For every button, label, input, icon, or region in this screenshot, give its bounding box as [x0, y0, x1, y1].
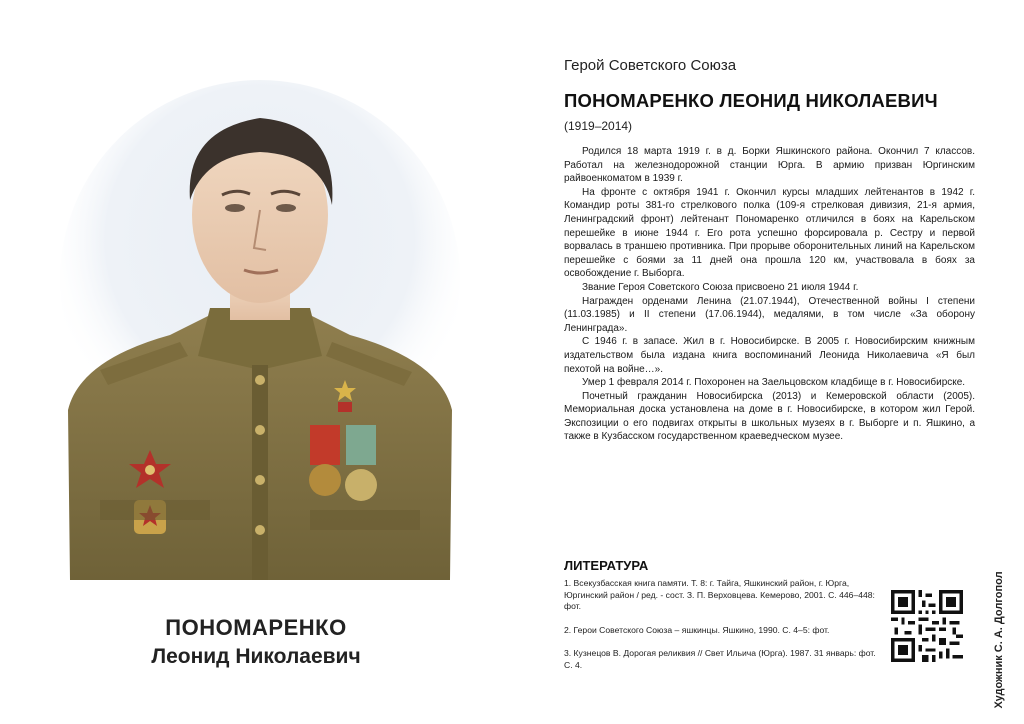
bio-paragraph: Родился 18 марта 1919 г. в д. Борки Яшкинского района. Окончил 7 классов. Работал на железнодорожной станции Юрга. В армию призван Юргинским райвоенкоматом в 1939 г. — [564, 146, 975, 185]
bio-paragraph: Звание Героя Советского Союза присвоено 21 июля 1944 г. — [582, 281, 859, 293]
artist-credit-text: Художник С. А. Долгопол — [993, 571, 1005, 709]
qr-code-icon[interactable] — [891, 590, 963, 662]
literature-list — [564, 578, 884, 683]
caption-surname: ПОНОМАРЕНКО — [165, 615, 347, 640]
right-page — [512, 0, 1024, 724]
literature-item: 3. Кузнецов В. Дорогая реликвия // Свет Ильича (Юрга). 1987. 31 январь: фот. С. 4. — [564, 648, 876, 670]
page-title: ПОНОМАРЕНКО ЛЕОНИД НИКОЛАЕВИЧ — [564, 90, 938, 111]
soldier-portrait-icon — [60, 80, 460, 580]
literature-heading: ЛИТЕРАТУРА — [564, 558, 649, 573]
biography — [564, 145, 975, 444]
literature-item: 1. Всекузбасская книга памяти. Т. 8: г. Тайга, Яшкинский район, г. Юрга, Юргинский район / ред. - сост. З. П. Верховцева. Кемерово, 2001. С. 446–448: фот. — [564, 578, 875, 611]
caption-given-names: Леонид Николаевич — [151, 645, 361, 668]
bio-paragraph: На фронте с октября 1941 г. Окончил курсы младших лейтенантов в 1942 г. Командир роты 381-го стрелкового полка (109-я стрелковая дивизия, 21-я армия, Ленинградский фронт) лейтенант Пономаренко отличился в боях на Карельском перешейке в июне 1944 г. Его рота успешно форсировала р. Сестру и первой ворвалась в траншею противника. При прорыве оборонительных линий на Карельском перешейке с боями за 11 дней она прошла 120 км, участвовала в боях за освобождение г. Выборга. — [564, 186, 975, 280]
bio-paragraph: С 1946 г. в запасе. Жил в г. Новосибирске. В 2005 г. Новосибирским книжным издательством была издана книга воспоминаний Леонида Николаевича «Я был пехотой на войне…». — [564, 336, 975, 375]
life-years: (1919–2014) — [564, 119, 633, 133]
literature-item: 2. Герои Советского Союза – яшкинцы. Яшкино, 1990. С. 4–5: фот. — [564, 624, 830, 635]
bio-paragraph: Награжден орденами Ленина (21.07.1944), Отечественной войны I степени (11.03.1985) и II степени (17.06.1944), медалями, в том числе «За оборону Ленинграда». — [564, 295, 975, 334]
artist-credit — [992, 571, 1006, 709]
bio-paragraph: Почетный гражданин Новосибирска (2013) и Кемеровской области (2005). Мемориальная доска установлена на доме в г. Новосибирске, в котором жил Герой. Экспозиции о его подвигах открыты в школьных музеях в г. Выборге и п. Яшкино, а также в Кузбасском государственном краеведческом музее. — [564, 390, 975, 443]
bio-paragraph: Умер 1 февраля 2014 г. Похоронен на Заельцовском кладбище в г. Новосибирске. — [582, 377, 966, 389]
page-subtitle: Герой Советского Союза — [564, 57, 737, 74]
